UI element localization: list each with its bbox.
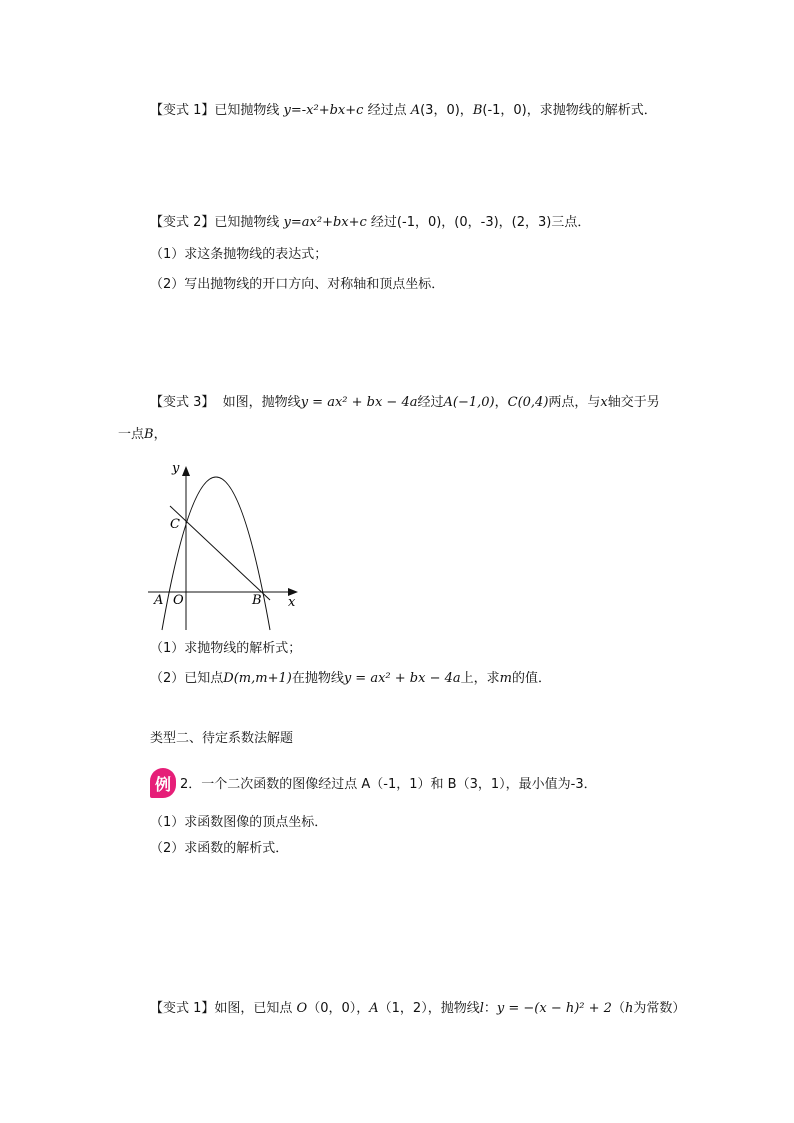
label-a: A [154, 593, 164, 608]
label-y: y [172, 461, 180, 476]
label-o: O [173, 593, 184, 608]
example-badge: 例 [150, 768, 176, 798]
variant3-label: 【变式 3】 [150, 395, 215, 410]
variant2-label: 【变式 2】 [150, 215, 215, 230]
variant2-formula: y=ax²+bx+c [283, 215, 367, 230]
label-b: B [252, 593, 262, 608]
variant1b-formula: y = −(x − h)² + 2 [496, 1001, 612, 1016]
variant2-line: 【变式 2】已知抛物线 y=ax²+bx+c 经过(-1，0)，(0，-3)，(2，3)三点． [150, 215, 591, 230]
variant2-question-1: （1）求这条抛物线的表达式； [150, 247, 328, 262]
variant1-line: 【变式 1】已知抛物线 y=-x²+bx+c 经过点 A(3，0)，B(-1，0)，求抛物线的解析式． [150, 103, 657, 118]
parabola-diagram [142, 458, 304, 634]
variant1-formula: y=-x²+bx+c [283, 103, 364, 118]
variant3-line-1: 【变式 3】 如图，抛物线y = ax² + bx − 4a经过A(−1,0)，C(0,4)两点，与x轴交于另 [150, 395, 660, 410]
variant3-line-2: 一点B， [118, 427, 167, 442]
variant3-formula: y = ax² + bx − 4a [300, 395, 418, 410]
variant3-question-2: （2）已知点D(m,m+1)在抛物线y = ax² + bx − 4a上，求m的值． [150, 671, 551, 686]
variant2-question-2: （2）写出抛物线的开口方向、对称轴和顶点坐标． [150, 277, 445, 292]
variant1b-label: 【变式 1】 [150, 1001, 215, 1016]
variant1b-line: 【变式 1】如图，已知点 O（0，0），A（1，2），抛物线l：y = −(x − h)² + 2（h为常数） [150, 1001, 686, 1016]
label-x: x [288, 595, 296, 610]
example-2-question-2: （2）求函数的解析式． [150, 841, 289, 856]
y-axis-arrow [182, 466, 190, 476]
parabola-figure [142, 458, 304, 634]
label-c: C [170, 517, 180, 532]
variant3-question-1: （1）求抛物线的解析式； [150, 641, 302, 656]
section2-heading: 类型二、待定系数法解题 [150, 731, 294, 746]
variant1-label: 【变式 1】 [150, 103, 215, 118]
line-bc [170, 506, 270, 600]
example-2-question-1: （1）求函数图像的顶点坐标． [150, 815, 328, 830]
example-2-text: 2．一个二次函数的图像经过点 A（-1，1）和 B（3，1），最小值为-3． [180, 777, 597, 792]
